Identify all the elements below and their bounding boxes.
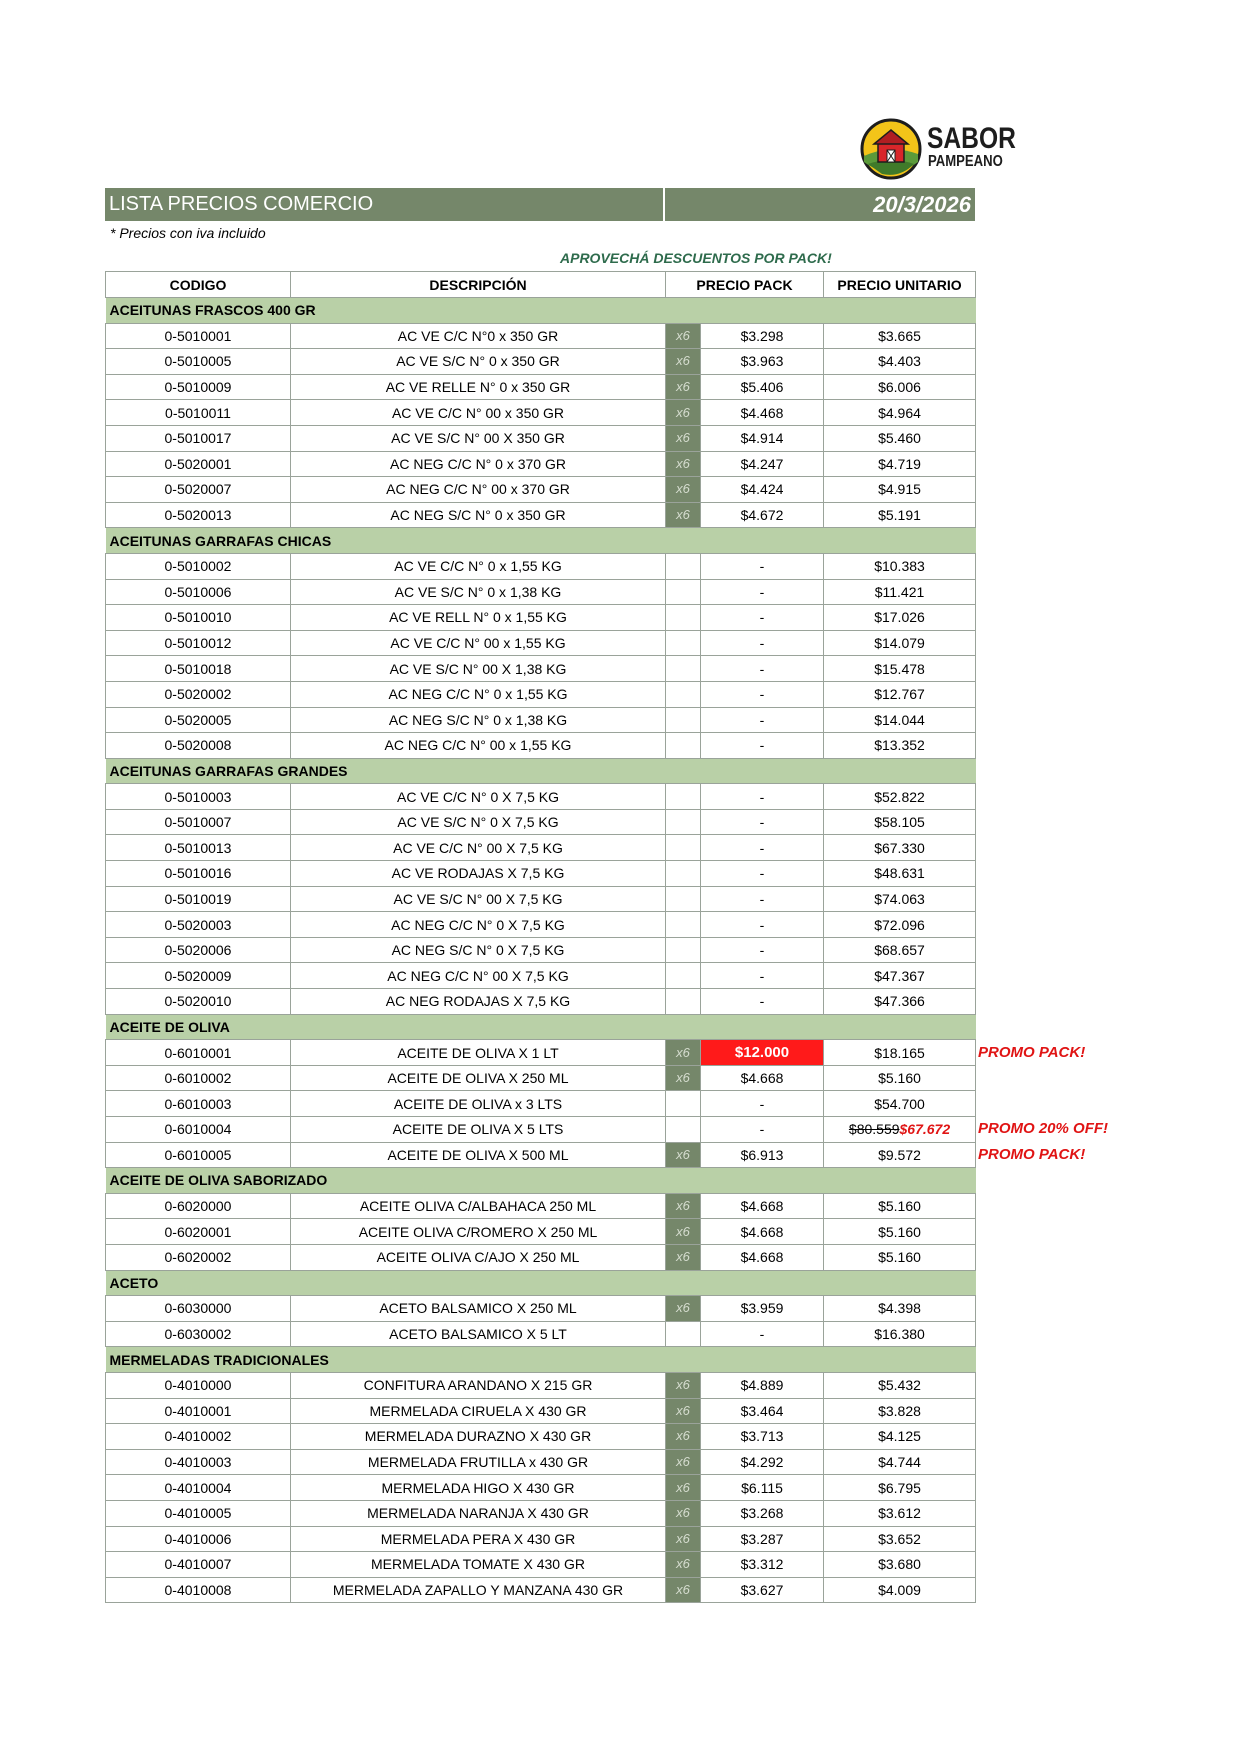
product-code: 0-4010004 — [106, 1475, 291, 1501]
table-row — [106, 349, 976, 375]
brand-logo — [860, 118, 1016, 180]
unit-price: $47.367 — [824, 963, 976, 989]
product-description: AC VE S/C N° 00 X 1,38 KG — [291, 656, 666, 682]
table-row — [106, 579, 976, 605]
pack-quantity: x6 — [666, 1219, 701, 1245]
table-row — [106, 1219, 976, 1245]
product-description: ACEITE DE OLIVA X 500 ML — [291, 1142, 666, 1168]
product-code: 0-6030000 — [106, 1296, 291, 1322]
pack-quantity — [666, 733, 701, 759]
product-code: 0-4010007 — [106, 1552, 291, 1578]
product-code: 0-5020010 — [106, 989, 291, 1015]
pack-price: - — [701, 605, 824, 631]
pack-quantity — [666, 989, 701, 1015]
category-row — [106, 758, 976, 784]
brand-subname: PAMPEANO — [928, 153, 1003, 170]
table-row — [106, 963, 976, 989]
unit-price-discounted: $67.672 — [899, 1121, 951, 1138]
pack-price: $3.298 — [701, 323, 824, 349]
pack-quantity: x6 — [666, 1244, 701, 1270]
table-row — [106, 1091, 976, 1117]
product-code: 0-4010008 — [106, 1577, 291, 1603]
pack-price: - — [701, 963, 824, 989]
pack-price: $5.406 — [701, 374, 824, 400]
table-row — [106, 451, 976, 477]
product-code: 0-5010003 — [106, 784, 291, 810]
pack-quantity — [666, 861, 701, 887]
product-description: AC VE S/C N° 0 x 1,38 KG — [291, 579, 666, 605]
category-row — [106, 298, 976, 324]
pack-quantity: x6 — [666, 374, 701, 400]
product-description: MERMELADA HIGO X 430 GR — [291, 1475, 666, 1501]
unit-price: $5.460 — [824, 425, 976, 451]
product-code: 0-5010017 — [106, 425, 291, 451]
promo-tag: PROMO 20% OFF! — [978, 1120, 1109, 1138]
pack-price: - — [701, 656, 824, 682]
unit-price: $48.631 — [824, 861, 976, 887]
table-row — [106, 1372, 976, 1398]
table-row — [106, 1424, 976, 1450]
tax-note: * Precios con iva incluido — [110, 225, 266, 241]
farm-logo-icon — [860, 118, 922, 180]
product-code: 0-5010018 — [106, 656, 291, 682]
product-code: 0-5020005 — [106, 707, 291, 733]
pack-price: - — [701, 1091, 824, 1117]
product-description: ACEITE OLIVA C/ALBAHACA 250 ML — [291, 1193, 666, 1219]
product-code: 0-5010010 — [106, 605, 291, 631]
product-code: 0-5020008 — [106, 733, 291, 759]
product-code: 0-6010005 — [106, 1142, 291, 1168]
pack-quantity: x6 — [666, 477, 701, 503]
pack-price: - — [701, 579, 824, 605]
pack-price: - — [701, 937, 824, 963]
unit-price: $54.700 — [824, 1091, 976, 1117]
unit-price: $16.380 — [824, 1321, 976, 1347]
pack-quantity: x6 — [666, 1526, 701, 1552]
price-table — [105, 271, 976, 1603]
pack-price: $4.468 — [701, 400, 824, 426]
pack-price: $4.672 — [701, 502, 824, 528]
category-row — [106, 1168, 976, 1194]
pack-price: $4.292 — [701, 1449, 824, 1475]
table-row — [106, 605, 976, 631]
unit-price: $10.383 — [824, 553, 976, 579]
pack-price: - — [701, 707, 824, 733]
unit-price: $4.125 — [824, 1424, 976, 1450]
table-row — [106, 1244, 976, 1270]
unit-price: $14.044 — [824, 707, 976, 733]
product-description: AC VE S/C N° 00 X 7,5 KG — [291, 886, 666, 912]
pack-quantity: x6 — [666, 451, 701, 477]
pack-quantity — [666, 681, 701, 707]
unit-price: $4.719 — [824, 451, 976, 477]
product-description: AC NEG C/C N° 0 X 7,5 KG — [291, 912, 666, 938]
table-row — [106, 707, 976, 733]
product-description: AC VE C/C N° 00 x 1,55 KG — [291, 630, 666, 656]
promo-tag: PROMO PACK! — [978, 1043, 1086, 1061]
category-row — [106, 1270, 976, 1296]
product-description: AC NEG S/C N° 0 x 350 GR — [291, 502, 666, 528]
unit-price: $4.398 — [824, 1296, 976, 1322]
category-label: ACEITE DE OLIVA — [106, 1014, 976, 1040]
pack-quantity: x6 — [666, 1552, 701, 1578]
pack-price: $4.424 — [701, 477, 824, 503]
product-code: 0-5010009 — [106, 374, 291, 400]
pack-quantity — [666, 835, 701, 861]
table-row — [106, 1526, 976, 1552]
product-code: 0-5010019 — [106, 886, 291, 912]
pack-quantity: x6 — [666, 1193, 701, 1219]
product-code: 0-6020000 — [106, 1193, 291, 1219]
product-code: 0-6010003 — [106, 1091, 291, 1117]
unit-price — [824, 1117, 976, 1143]
product-description: MERMELADA FRUTILLA x 430 GR — [291, 1449, 666, 1475]
brand-name: SABOR — [927, 122, 1016, 155]
table-row — [106, 1296, 976, 1322]
unit-price: $3.652 — [824, 1526, 976, 1552]
pack-quantity — [666, 605, 701, 631]
unit-price: $18.165 — [824, 1040, 976, 1066]
product-code: 0-4010003 — [106, 1449, 291, 1475]
table-row — [106, 1065, 976, 1091]
pack-price: $3.627 — [701, 1577, 824, 1603]
table-row — [106, 886, 976, 912]
unit-price: $12.767 — [824, 681, 976, 707]
unit-price: $13.352 — [824, 733, 976, 759]
pack-quantity: x6 — [666, 323, 701, 349]
table-row — [106, 1117, 976, 1143]
product-code: 0-5020001 — [106, 451, 291, 477]
product-code: 0-6010002 — [106, 1065, 291, 1091]
table-row — [106, 323, 976, 349]
pack-quantity: x6 — [666, 349, 701, 375]
product-code: 0-5010011 — [106, 400, 291, 426]
table-row — [106, 553, 976, 579]
table-row — [106, 733, 976, 759]
product-code: 0-5020002 — [106, 681, 291, 707]
pack-price: - — [701, 784, 824, 810]
product-description: AC VE S/C N° 0 x 350 GR — [291, 349, 666, 375]
pack-price: - — [701, 912, 824, 938]
table-row — [106, 374, 976, 400]
unit-price: $17.026 — [824, 605, 976, 631]
unit-price: $3.828 — [824, 1398, 976, 1424]
category-row — [106, 1014, 976, 1040]
table-row — [106, 809, 976, 835]
product-code: 0-6010004 — [106, 1117, 291, 1143]
table-row — [106, 1552, 976, 1578]
product-code: 0-6020001 — [106, 1219, 291, 1245]
unit-price: $68.657 — [824, 937, 976, 963]
product-code: 0-5010016 — [106, 861, 291, 887]
pack-price: $3.268 — [701, 1500, 824, 1526]
category-label: ACEITUNAS GARRAFAS CHICAS — [106, 528, 976, 554]
product-description: AC NEG C/C N° 0 x 1,55 KG — [291, 681, 666, 707]
product-code: 0-5020007 — [106, 477, 291, 503]
table-row — [106, 1577, 976, 1603]
pack-price: $6.115 — [701, 1475, 824, 1501]
pack-quantity — [666, 1321, 701, 1347]
pack-quantity: x6 — [666, 1424, 701, 1450]
category-row — [106, 528, 976, 554]
unit-price: $52.822 — [824, 784, 976, 810]
pack-quantity: x6 — [666, 1065, 701, 1091]
table-row — [106, 477, 976, 503]
product-description: MERMELADA ZAPALLO Y MANZANA 430 GR — [291, 1577, 666, 1603]
unit-price: $5.191 — [824, 502, 976, 528]
unit-price: $5.432 — [824, 1372, 976, 1398]
pack-price: - — [701, 733, 824, 759]
unit-price: $4.744 — [824, 1449, 976, 1475]
table-header-row — [106, 272, 976, 298]
unit-price: $58.105 — [824, 809, 976, 835]
table-row — [106, 989, 976, 1015]
pack-quantity: x6 — [666, 1398, 701, 1424]
pack-quantity — [666, 707, 701, 733]
product-description: CONFITURA ARANDANO X 215 GR — [291, 1372, 666, 1398]
table-row — [106, 1449, 976, 1475]
pack-price: $4.668 — [701, 1065, 824, 1091]
pack-price: $3.287 — [701, 1526, 824, 1552]
table-row — [106, 1142, 976, 1168]
product-description: ACETO BALSAMICO X 5 LT — [291, 1321, 666, 1347]
product-description: AC VE RELL N° 0 x 1,55 KG — [291, 605, 666, 631]
pack-price: - — [701, 681, 824, 707]
pack-quantity: x6 — [666, 1142, 701, 1168]
page-title: LISTA PRECIOS COMERCIO — [105, 188, 665, 221]
product-code: 0-4010005 — [106, 1500, 291, 1526]
unit-price: $47.366 — [824, 989, 976, 1015]
product-description: AC VE C/C N°0 x 350 GR — [291, 323, 666, 349]
product-description: ACEITE DE OLIVA X 1 LT — [291, 1040, 666, 1066]
product-code: 0-5010006 — [106, 579, 291, 605]
product-code: 0-5010002 — [106, 553, 291, 579]
pack-price: - — [701, 835, 824, 861]
product-description: ACEITE DE OLIVA x 3 LTS — [291, 1091, 666, 1117]
product-description: AC VE S/C N° 0 X 7,5 KG — [291, 809, 666, 835]
product-description: MERMELADA CIRUELA X 430 GR — [291, 1398, 666, 1424]
pack-price: $3.963 — [701, 349, 824, 375]
table-row — [106, 425, 976, 451]
product-code: 0-5020006 — [106, 937, 291, 963]
unit-price: $4.964 — [824, 400, 976, 426]
product-description: MERMELADA NARANJA X 430 GR — [291, 1500, 666, 1526]
pack-quantity — [666, 553, 701, 579]
product-description: AC VE RODAJAS X 7,5 KG — [291, 861, 666, 887]
pack-quantity — [666, 1091, 701, 1117]
product-description: AC NEG C/C N° 0 x 370 GR — [291, 451, 666, 477]
table-row — [106, 1321, 976, 1347]
pack-quantity: x6 — [666, 1040, 701, 1066]
pack-quantity — [666, 886, 701, 912]
product-description: ACEITE DE OLIVA X 250 ML — [291, 1065, 666, 1091]
product-code: 0-5010001 — [106, 323, 291, 349]
category-label: ACEITE DE OLIVA SABORIZADO — [106, 1168, 976, 1194]
pack-quantity: x6 — [666, 1372, 701, 1398]
pack-price: $3.312 — [701, 1552, 824, 1578]
product-code: 0-5020003 — [106, 912, 291, 938]
product-description: MERMELADA PERA X 430 GR — [291, 1526, 666, 1552]
unit-price: $5.160 — [824, 1065, 976, 1091]
pack-quantity — [666, 630, 701, 656]
header-code: CODIGO — [106, 272, 291, 298]
pack-price: $3.464 — [701, 1398, 824, 1424]
pack-price: - — [701, 989, 824, 1015]
unit-price: $14.079 — [824, 630, 976, 656]
product-code: 0-5020013 — [106, 502, 291, 528]
unit-price: $3.680 — [824, 1552, 976, 1578]
table-row — [106, 502, 976, 528]
product-code: 0-5020009 — [106, 963, 291, 989]
pack-quantity: x6 — [666, 502, 701, 528]
pack-quantity — [666, 963, 701, 989]
unit-price: $4.009 — [824, 1577, 976, 1603]
pack-price: - — [701, 861, 824, 887]
title-bar — [105, 188, 975, 221]
product-description: AC VE C/C N° 00 x 350 GR — [291, 400, 666, 426]
product-description: AC NEG RODAJAS X 7,5 KG — [291, 989, 666, 1015]
pack-price: $4.668 — [701, 1244, 824, 1270]
table-row — [106, 937, 976, 963]
pack-price: - — [701, 1117, 824, 1143]
product-description: AC VE C/C N° 00 X 7,5 KG — [291, 835, 666, 861]
pack-price: $12.000 — [701, 1040, 824, 1066]
pack-price: $4.668 — [701, 1219, 824, 1245]
list-date: 20/3/2026 — [665, 188, 975, 221]
product-code: 0-4010006 — [106, 1526, 291, 1552]
unit-price: $5.160 — [824, 1193, 976, 1219]
unit-price: $74.063 — [824, 886, 976, 912]
table-row — [106, 784, 976, 810]
product-code: 0-6020002 — [106, 1244, 291, 1270]
unit-price: $9.572 — [824, 1142, 976, 1168]
unit-price: $6.795 — [824, 1475, 976, 1501]
product-description: AC NEG S/C N° 0 X 7,5 KG — [291, 937, 666, 963]
product-description: ACEITE DE OLIVA X 5 LTS — [291, 1117, 666, 1143]
product-description: MERMELADA DURAZNO X 430 GR — [291, 1424, 666, 1450]
table-row — [106, 912, 976, 938]
pack-quantity — [666, 937, 701, 963]
pack-quantity: x6 — [666, 1296, 701, 1322]
unit-price: $5.160 — [824, 1219, 976, 1245]
table-row — [106, 1040, 976, 1066]
product-code: 0-5010012 — [106, 630, 291, 656]
category-label: ACEITUNAS FRASCOS 400 GR — [106, 298, 976, 324]
table-row — [106, 1500, 976, 1526]
product-description: AC VE RELLE N° 0 x 350 GR — [291, 374, 666, 400]
unit-price: $5.160 — [824, 1244, 976, 1270]
product-description: AC NEG C/C N° 00 X 7,5 KG — [291, 963, 666, 989]
pack-price: $3.713 — [701, 1424, 824, 1450]
pack-quantity — [666, 912, 701, 938]
unit-price: $4.403 — [824, 349, 976, 375]
product-description: AC VE C/C N° 0 X 7,5 KG — [291, 784, 666, 810]
unit-price: $6.006 — [824, 374, 976, 400]
table-row — [106, 681, 976, 707]
unit-price: $4.915 — [824, 477, 976, 503]
table-row — [106, 400, 976, 426]
table-row — [106, 656, 976, 682]
pack-price: $6.913 — [701, 1142, 824, 1168]
product-description: ACEITE OLIVA C/ROMERO X 250 ML — [291, 1219, 666, 1245]
unit-price: $3.612 — [824, 1500, 976, 1526]
pack-quantity — [666, 579, 701, 605]
product-code: 0-4010002 — [106, 1424, 291, 1450]
pack-quantity: x6 — [666, 425, 701, 451]
product-code: 0-5010013 — [106, 835, 291, 861]
promo-banner: APROVECHÁ DESCUENTOS POR PACK! — [560, 250, 832, 266]
product-code: 0-4010000 — [106, 1372, 291, 1398]
pack-price: $4.668 — [701, 1193, 824, 1219]
table-row — [106, 630, 976, 656]
table-row — [106, 1475, 976, 1501]
pack-quantity: x6 — [666, 1475, 701, 1501]
product-description: AC VE C/C N° 0 x 1,55 KG — [291, 553, 666, 579]
pack-quantity — [666, 1117, 701, 1143]
pack-price: - — [701, 553, 824, 579]
header-unit-price: PRECIO UNITARIO — [824, 272, 976, 298]
pack-quantity: x6 — [666, 1577, 701, 1603]
pack-price: - — [701, 886, 824, 912]
product-description: ACETO BALSAMICO X 250 ML — [291, 1296, 666, 1322]
product-description: AC NEG C/C N° 00 x 370 GR — [291, 477, 666, 503]
pack-price: $4.914 — [701, 425, 824, 451]
table-row — [106, 1193, 976, 1219]
table-row — [106, 835, 976, 861]
unit-price: $72.096 — [824, 912, 976, 938]
product-description: MERMELADA TOMATE X 430 GR — [291, 1552, 666, 1578]
unit-price: $3.665 — [824, 323, 976, 349]
product-description: AC VE S/C N° 00 X 350 GR — [291, 425, 666, 451]
product-code: 0-4010001 — [106, 1398, 291, 1424]
header-pack-price: PRECIO PACK — [666, 272, 824, 298]
category-row — [106, 1347, 976, 1373]
product-code: 0-6010001 — [106, 1040, 291, 1066]
pack-quantity: x6 — [666, 1449, 701, 1475]
pack-price: $3.959 — [701, 1296, 824, 1322]
promo-tag: PROMO PACK! — [978, 1145, 1086, 1163]
product-code: 0-6030002 — [106, 1321, 291, 1347]
header-description: DESCRIPCIÓN — [291, 272, 666, 298]
unit-price: $15.478 — [824, 656, 976, 682]
pack-quantity: x6 — [666, 400, 701, 426]
pack-price: $4.247 — [701, 451, 824, 477]
category-label: MERMELADAS TRADICIONALES — [106, 1347, 976, 1373]
unit-price-old: $80.559 — [848, 1121, 900, 1138]
pack-price: - — [701, 630, 824, 656]
pack-price: $4.889 — [701, 1372, 824, 1398]
pack-price: - — [701, 809, 824, 835]
unit-price: $67.330 — [824, 835, 976, 861]
category-label: ACETO — [106, 1270, 976, 1296]
table-row — [106, 861, 976, 887]
pack-quantity — [666, 656, 701, 682]
table-row — [106, 1398, 976, 1424]
product-code: 0-5010007 — [106, 809, 291, 835]
pack-quantity — [666, 809, 701, 835]
product-description: AC NEG S/C N° 0 x 1,38 KG — [291, 707, 666, 733]
product-description: AC NEG C/C N° 00 x 1,55 KG — [291, 733, 666, 759]
pack-price: - — [701, 1321, 824, 1347]
pack-quantity: x6 — [666, 1500, 701, 1526]
category-label: ACEITUNAS GARRAFAS GRANDES — [106, 758, 976, 784]
product-description: ACEITE OLIVA C/AJO X 250 ML — [291, 1244, 666, 1270]
unit-price: $11.421 — [824, 579, 976, 605]
pack-quantity — [666, 784, 701, 810]
product-code: 0-5010005 — [106, 349, 291, 375]
